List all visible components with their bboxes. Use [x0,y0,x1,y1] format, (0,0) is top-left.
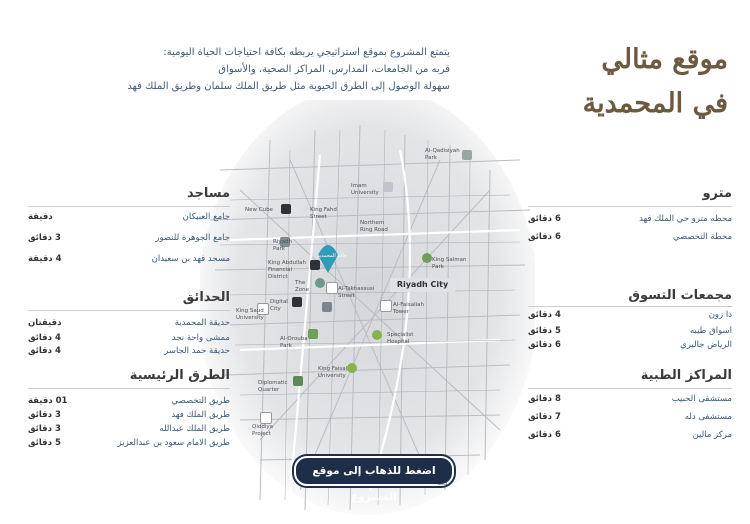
list-item: ذا زون 4 دقائق [528,310,732,320]
city-icon [292,297,302,307]
list-item: طريق التخصصي 01 دقيقة [28,396,230,406]
map-label-kfu: King Faisal University [318,366,348,379]
university-icon [383,182,393,192]
street-icon [326,282,338,294]
section-title-metro: مترو [702,186,732,201]
map-label-new-cube: New Cube [245,207,273,213]
map-label-northern-ring: Northern Ring Road [360,220,388,233]
intro-paragraph [102,44,450,95]
pointer-hand-icon: ☝ [436,466,449,490]
divider [28,388,230,389]
map-label-qadisiyah: Al-Qadisiyah Park [425,148,460,161]
divider [528,206,732,207]
list-item: مركز مالين 6 دقائق [528,430,732,440]
list-item: جامع الجوهرة للنصور 3 دقائق [28,233,230,243]
page-title [558,38,728,126]
map-label-qiddiya: Qiddiya Project [252,424,273,437]
list-item: طريق الملك عبدالله 3 دقائق [28,424,230,434]
section-title-medical: المراكز الطبية [640,368,732,383]
park-icon [462,150,472,160]
intro-line-3: سهولة الوصول إلى الطرق الحيوية مثل طريق الملك سلمان وطريق الملك فهد [127,81,450,92]
university-icon [347,363,357,373]
map-label-the-zone: The Zone [295,280,310,293]
title-line-1: موقع مثالي [601,44,728,75]
title-line-2: في المحمدية [582,88,728,119]
list-item: جامع العبيكان دقيقة [28,212,230,222]
map-label-imam: Imam University [351,183,379,196]
building-icon [281,204,291,214]
map-label-riyadh-park: Riyadh Park [273,239,292,252]
section-title-mosques: مساجد [186,186,230,201]
hospital-icon [372,330,382,340]
list-item: الرياض جاليري 6 دقائق [528,340,732,350]
intro-line-1: يتمتع المشروع بموقع استراتيجي يربطه بكافة احتياجات الحياة اليومية: [163,47,450,58]
list-item: محطه مترو حي الملك فهد 6 دقائق [528,214,732,224]
tower-icon [380,300,392,312]
map-label-diplomatic: Diplomatic Quarter [258,380,288,393]
tower-icon [310,260,320,270]
divider [528,306,732,307]
list-item: حديقة المحمدية دقيقتان [28,318,230,328]
map-label-faisaliah: Al-Faisaliah Tower [393,302,424,315]
list-item: طريق الامام سعود بن عبدالعزيز 5 دقائق [28,438,230,448]
project-icon [260,412,272,424]
map-label-king-fahd-street: King Fahd Street [310,207,337,220]
go-to-project-button[interactable]: اضغط للذهاب إلى موقع المشروع [294,456,454,486]
map-label-kafd: King Abdullah Financial District [268,260,307,280]
map-label-king-salman: King Salman Park [432,257,467,270]
landmark-icon [322,302,332,312]
divider [28,206,230,207]
list-item: اسواق طيبه 5 دقائق [528,326,732,336]
project-label[interactable]: جادة المحمدية [317,253,347,259]
map-label-riyadh-city: Riyadh City [390,278,455,292]
divider [528,388,732,389]
list-item: طريق الملك فهد 3 دقائق [28,410,230,420]
list-item: مستشفى الحبيب 8 دقائق [528,394,732,404]
map-label-ksu: King Saud University [236,308,264,321]
divider [28,310,230,311]
park-icon [422,253,432,263]
map-label-takhassusi: Al-Takhassusi Street [338,286,375,299]
list-item: محطة التخصصي 6 دقائق [528,232,732,242]
section-title-malls: مجمعات التسوق [628,288,732,303]
map-label-specialist: Specialist Hospital [387,332,414,345]
district-icon [293,376,303,386]
section-title-roads: الطرق الرئيسية [129,368,230,383]
list-item: ممشى واحة نجد 4 دقائق [28,333,230,343]
list-item: مستشفى دله 7 دقائق [528,412,732,422]
map-label-digital-city: Digital City [270,299,288,312]
intro-line-2: قربه من الجامعات، المدارس، المراكز الصحية، والأسواق [218,64,450,75]
list-item: مسجد فهد بن سعيدان 4 دقيقة [28,254,230,264]
section-title-parks: الحدائق [182,290,230,305]
map-label-orouba: Al-Orouba Park [280,336,308,349]
list-item: حديقة حمد الجاسر 4 دقائق [28,346,230,356]
park-icon [308,329,318,339]
